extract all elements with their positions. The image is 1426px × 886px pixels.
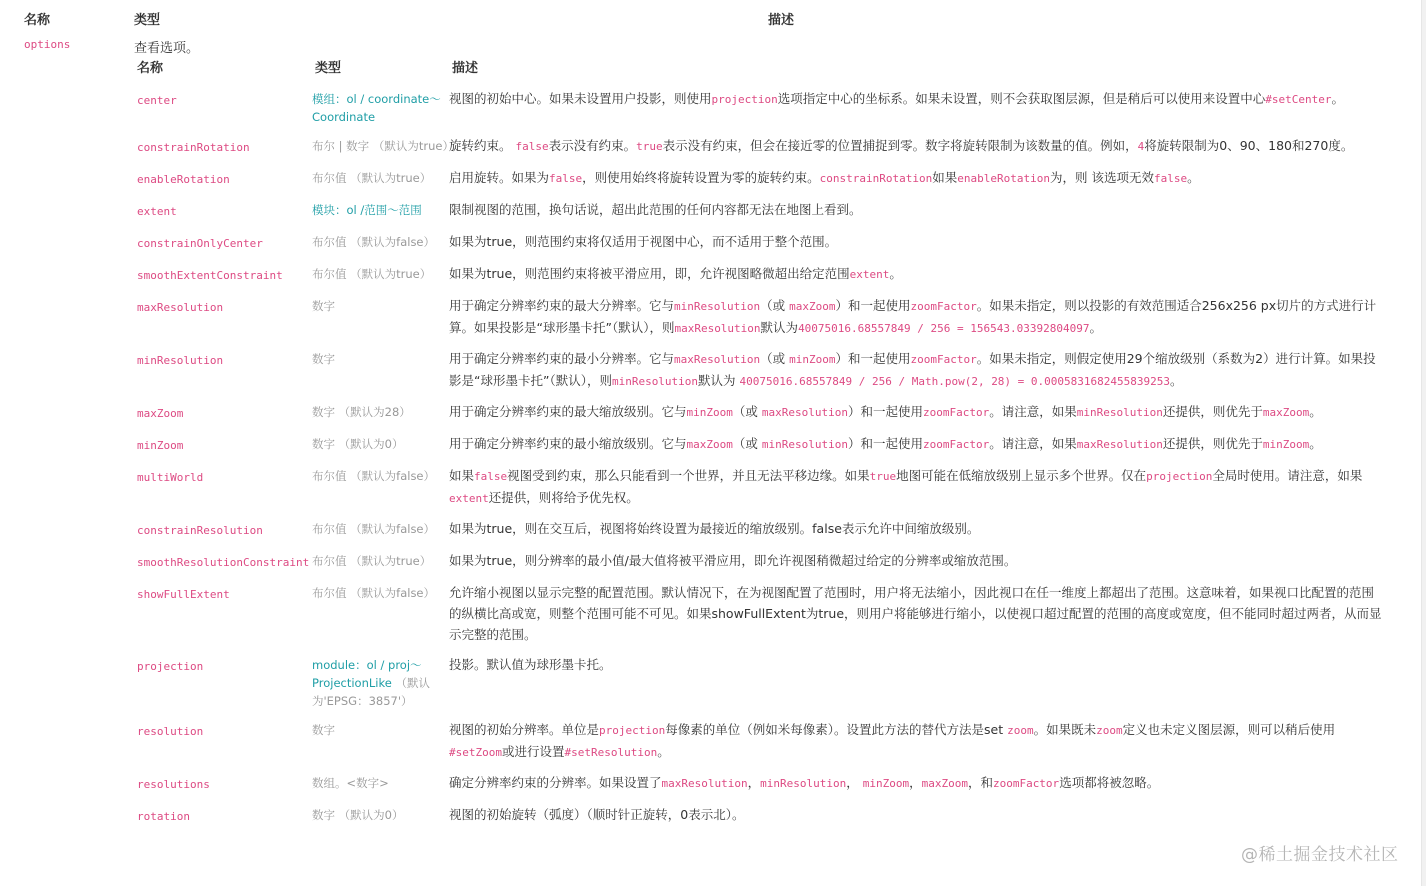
param-type (312, 84, 449, 131)
inline-code: 40075016.68557849 / 256 = 156543.03392804097 (798, 322, 1090, 335)
desc-text: 。 (657, 744, 670, 759)
table-row (134, 800, 1404, 832)
desc-text: 。请注意，如果 (989, 436, 1077, 451)
desc-text: 。如果既未 (1033, 722, 1097, 737)
param-description (449, 429, 1404, 461)
param-type (312, 291, 449, 344)
param-name: minResolution (137, 354, 224, 367)
desc-text: 选项都将被忽略。 (1059, 775, 1160, 790)
inline-code: minZoom (686, 406, 733, 419)
inline-code: #setResolution (564, 746, 658, 759)
desc-text: 。如果未指定，则以投影的有效范围适合256x256 px切片的方式进行计算。如果投影是“球形墨卡托”（默认），则 (449, 298, 1377, 335)
param-name: multiWorld (137, 471, 204, 484)
inline-code: minResolution (611, 375, 699, 388)
desc-text: 全局时使用。请注意，如果 (1212, 468, 1363, 483)
desc-text: 表示没有约束，但会在接近零的位置捕捉到零。数字将旋转限制为该数量的值。例如， (662, 138, 1138, 153)
param-type (312, 131, 454, 163)
inline-code: extent (849, 268, 890, 281)
inline-code: maxResolution (1076, 438, 1163, 451)
param-name: projection (137, 660, 204, 673)
table-row (134, 344, 1404, 397)
param-name: constrainRotation (137, 141, 250, 154)
desc-text: 视图的初始中心。如果未设置用户投影，则使用 (449, 91, 712, 106)
desc-text: （或 (732, 436, 762, 451)
inline-code: zoomFactor (910, 300, 977, 313)
param-type (312, 195, 449, 227)
param-description (449, 131, 1404, 163)
param-name: constrainResolution (137, 524, 263, 537)
param-description (449, 800, 1404, 832)
param-name: center (137, 94, 177, 107)
param-type (312, 259, 449, 291)
desc-text: 如果为true，则范围约束将被平滑应用，即，允许视图略微超出给定范围 (449, 266, 850, 281)
inline-code: minResolution (761, 438, 848, 451)
header-desc: 描述 (768, 13, 795, 28)
param-type (312, 650, 449, 715)
table-row (134, 429, 1404, 461)
param-name: showFullExtent (137, 588, 230, 601)
desc-text: 默认为 (698, 373, 740, 388)
type-text: 布尔值 （默认为false） (312, 235, 436, 249)
desc-text: 限制视图的范围，换句话说，超出此范围的任何内容都无法在地图上看到。 (449, 202, 862, 217)
table-row (134, 259, 1404, 291)
inline-code: zoom (1096, 724, 1123, 737)
outer-table-header (0, 9, 1420, 27)
table-row (134, 650, 1404, 715)
desc-text: ， (846, 775, 863, 790)
param-description (449, 259, 1404, 291)
options-table (134, 58, 1404, 832)
param-type (312, 163, 449, 195)
table-row (134, 578, 1404, 650)
param-description (449, 195, 1404, 227)
desc-text: 还提供，则优先于 (1162, 436, 1263, 451)
desc-text: 还提供，则将给予优先权。 (488, 490, 639, 505)
type-text: 布尔值 （默认为false） (312, 522, 436, 536)
param-name: minZoom (137, 439, 184, 452)
desc-text: 定义也未定义图层源，则可以稍后使用 (1122, 722, 1336, 737)
param-description (449, 578, 1404, 650)
desc-text: 默认为 (760, 320, 799, 335)
param-type (312, 514, 449, 546)
type-text: 数字 (312, 352, 335, 366)
inline-code: minResolution (1076, 406, 1163, 419)
type-text: 布尔值 （默认为false） (312, 469, 436, 483)
desc-text: 视图的初始分辨率。单位是 (449, 722, 600, 737)
inline-code: true (869, 470, 897, 483)
desc-text: 视图的初始旋转（弧度）（顺时针正旋转，0表示北）。 (449, 807, 745, 822)
param-name: rotation (137, 810, 190, 823)
inline-code: maxZoom (1262, 406, 1310, 419)
param-type (312, 397, 449, 429)
desc-text: ，则使用始终将旋转设置为零的旋转约束。 (582, 170, 820, 185)
inline-code: false (515, 140, 549, 153)
table-row (134, 227, 1404, 259)
param-description (449, 291, 1404, 344)
desc-text: ）和一起使用 (847, 436, 923, 451)
inline-code: minZoom (1262, 438, 1310, 451)
inline-code: minResolution (760, 777, 847, 790)
desc-text: 如果为true，则在交互后，视图将始终设置为最接近的缩放级别。false表示允许中间缩放级别。 (449, 521, 980, 536)
desc-text: 地图可能在低缩放级别上显示多个世界。仅在 (896, 468, 1147, 483)
inline-code: maxResolution (674, 322, 761, 335)
inline-code: maxZoom (686, 438, 733, 451)
type-text: 布尔值 （默认为true） (312, 267, 432, 281)
desc-text: 。如果未指定，则假定使用29个缩放级别（系数为2）进行计算。如果投影是“球形墨卡托”（默认），则 (449, 351, 1376, 388)
table-row (134, 131, 1404, 163)
desc-text: 确定分辨率约束的分辨率。如果设置了 (449, 775, 662, 790)
param-type (312, 344, 449, 397)
table-row (134, 397, 1404, 429)
inline-code: maxResolution (761, 406, 848, 419)
desc-text: 如果为true，则分辨率的最小值/最大值将被平滑应用，即允许视图稍微超过给定的分辨率或缩放范围。 (449, 553, 1017, 568)
options-param-name: options (24, 38, 71, 51)
param-description (449, 461, 1404, 514)
desc-text: 视图受到约束，那么只能看到一个世界，并且无法平移边缘。如果 (507, 468, 870, 483)
type-text: 数字 （默认为0） (312, 808, 404, 822)
param-description (449, 84, 1404, 131)
inline-code: zoomFactor (910, 353, 977, 366)
inline-code: minZoom (789, 353, 836, 366)
desc-text: ）和一起使用 (835, 298, 911, 313)
param-type (312, 578, 449, 650)
options-table-header (134, 58, 1404, 84)
desc-text: ）和一起使用 (847, 404, 923, 419)
desc-text: 用于确定分辨率约束的最小缩放级别。它与 (449, 436, 687, 451)
inline-code: constrainRotation (819, 172, 933, 185)
inline-code: maxResolution (661, 777, 748, 790)
type-link[interactable]: 模组：ol / coordinate〜Coordinate (312, 92, 441, 124)
param-name: smoothExtentConstraint (137, 269, 283, 282)
param-name: resolution (137, 725, 204, 738)
header-type: 类型 (134, 13, 161, 28)
param-type (312, 768, 449, 800)
param-type (312, 429, 449, 461)
inline-code: maxZoom (789, 300, 836, 313)
type-text: 布尔值 （默认为true） (312, 554, 432, 568)
desc-text: 。 (1309, 404, 1322, 419)
param-type (312, 715, 449, 768)
param-type (312, 461, 449, 514)
desc-text: ）和一起使用 (835, 351, 911, 366)
desc-text: 如果为true，则范围约束将仅适用于视图中心，而不适用于整个范围。 (449, 234, 838, 249)
type-link[interactable]: module：ol / proj〜ProjectionLike (312, 658, 422, 690)
desc-text: 。 (1170, 373, 1183, 388)
param-name: maxZoom (137, 407, 184, 420)
inline-code: zoomFactor (922, 406, 990, 419)
table-row (134, 715, 1404, 768)
inline-code: enableRotation (957, 172, 1050, 185)
inline-code: maxResolution (674, 353, 761, 366)
inline-code: 4 (1137, 140, 1145, 153)
watermark: @稀土掘金技术社区 (1241, 845, 1399, 865)
desc-text: 选项指定中心的坐标系。如果未设置，则不会获取图层源，但是稍后可以使用来设置中心 (777, 91, 1266, 106)
param-type (312, 227, 449, 259)
desc-text: 。 (1187, 170, 1200, 185)
inline-code: minResolution (674, 300, 761, 313)
inline-code: #setCenter (1265, 93, 1332, 106)
desc-text: 将旋转限制为0、90、180和270度。 (1144, 138, 1354, 153)
inline-code: extent (449, 492, 489, 505)
desc-text: 为，则 该选项无效 (1049, 170, 1154, 185)
inline-code: zoom (1007, 724, 1034, 737)
inline-code: #setZoom (449, 746, 502, 759)
param-name: smoothResolutionConstraint (137, 556, 310, 569)
type-text: 布尔值 （默认为true） (312, 171, 432, 185)
desc-text: 。 (1331, 91, 1345, 106)
inline-code: 40075016.68557849 / 256 / Math.pow(2, 28) = 0.0005831682455839253 (739, 375, 1170, 388)
inline-code: false (549, 172, 583, 185)
desc-text: （或 (760, 298, 790, 313)
param-description (449, 344, 1404, 397)
inline-code: projection (599, 724, 666, 737)
table-row (134, 291, 1404, 344)
desc-text: 。 (889, 266, 902, 281)
options-param-desc: 查看选项。 (134, 41, 200, 56)
table-row (134, 768, 1404, 800)
param-name: resolutions (137, 778, 210, 791)
desc-text: 允许缩小视图以显示完整的配置范围。默认情况下，在为视图配置了范围时，用户将无法缩小，因此视口在任一维度上都超出了范围。这意味着，如果视口比配置的范围的纵横比高或宽，则整个范围可能不可见。如果showFullExtent为true，则用户将能够进行缩小，以使视口超过配置的范围的高度或宽度，但不能同时超过两者，从而显示完整的范围。 (449, 585, 1382, 642)
param-type (312, 546, 449, 578)
desc-text: （或 (760, 351, 790, 366)
desc-text: 。 (1309, 436, 1322, 451)
col-name: 名称 (137, 61, 164, 76)
desc-text: ， (747, 775, 761, 790)
col-type: 类型 (315, 61, 342, 76)
desc-text: 投影。默认值为球形墨卡托。 (449, 657, 612, 672)
param-type (312, 800, 449, 832)
param-description (449, 546, 1404, 578)
desc-text: 用于确定分辨率约束的最大缩放级别。它与 (449, 404, 687, 419)
inline-code: minZoom (862, 777, 910, 790)
table-row (134, 163, 1404, 195)
desc-text: 每像素的单位（例如米每像素）。设置此方法的替代方法是set (665, 722, 1008, 737)
desc-text: ，和 (967, 775, 993, 790)
param-name: enableRotation (137, 173, 230, 186)
inline-code: projection (1146, 470, 1213, 483)
param-name: maxResolution (137, 301, 224, 314)
inline-code: true (636, 140, 663, 153)
param-description (449, 650, 1404, 715)
type-text: 数组。<数字> (312, 776, 389, 790)
table-row (134, 195, 1404, 227)
param-name: constrainOnlyCenter (137, 237, 263, 250)
param-description (449, 514, 1404, 546)
type-text: 数字 （默认为0） (312, 437, 404, 451)
param-description (449, 227, 1404, 259)
type-text: 数字 (312, 299, 335, 313)
inline-code: false (1153, 172, 1188, 185)
table-row (134, 546, 1404, 578)
desc-text: ， (909, 775, 922, 790)
type-text: 布尔值 （默认为false） (312, 586, 436, 600)
inline-code: maxZoom (921, 777, 968, 790)
inline-code: zoomFactor (992, 777, 1060, 790)
table-row (134, 514, 1404, 546)
param-name: extent (137, 205, 177, 218)
type-text: 数字 (312, 723, 335, 737)
desc-text: 如果 (449, 468, 475, 483)
table-row (134, 461, 1404, 514)
desc-text: （或 (732, 404, 762, 419)
desc-text: 还提供，则优先于 (1162, 404, 1263, 419)
param-description (449, 163, 1404, 195)
inline-code: false (474, 470, 508, 483)
desc-text: 旋转约束。 (449, 138, 516, 153)
param-description (449, 715, 1404, 768)
inline-code: projection (711, 93, 778, 106)
desc-text: 。 (1089, 320, 1102, 335)
desc-text: 用于确定分辨率约束的最大分辨率。它与 (449, 298, 675, 313)
header-name: 名称 (24, 13, 51, 28)
desc-text: 启用旋转。如果为 (449, 170, 550, 185)
type-text: 数字 （默认为28） (312, 405, 411, 419)
inline-code: zoomFactor (922, 438, 990, 451)
desc-text: 表示没有约束。 (548, 138, 637, 153)
param-description (449, 397, 1404, 429)
type-link[interactable]: 模块：ol /范围〜范围 (312, 203, 422, 217)
desc-text: 如果 (932, 170, 958, 185)
desc-text: 或进行设置 (501, 744, 565, 759)
table-row (134, 84, 1404, 131)
desc-text: 。请注意，如果 (989, 404, 1077, 419)
type-text: （默认为'EPSG：3857'） (312, 676, 430, 708)
scrollbar[interactable] (1421, 0, 1426, 886)
col-desc: 描述 (452, 61, 479, 76)
type-text: 布尔 | 数字 （默认为true） (312, 139, 454, 153)
param-description (449, 768, 1404, 800)
desc-text: 用于确定分辨率约束的最小分辨率。它与 (449, 351, 675, 366)
